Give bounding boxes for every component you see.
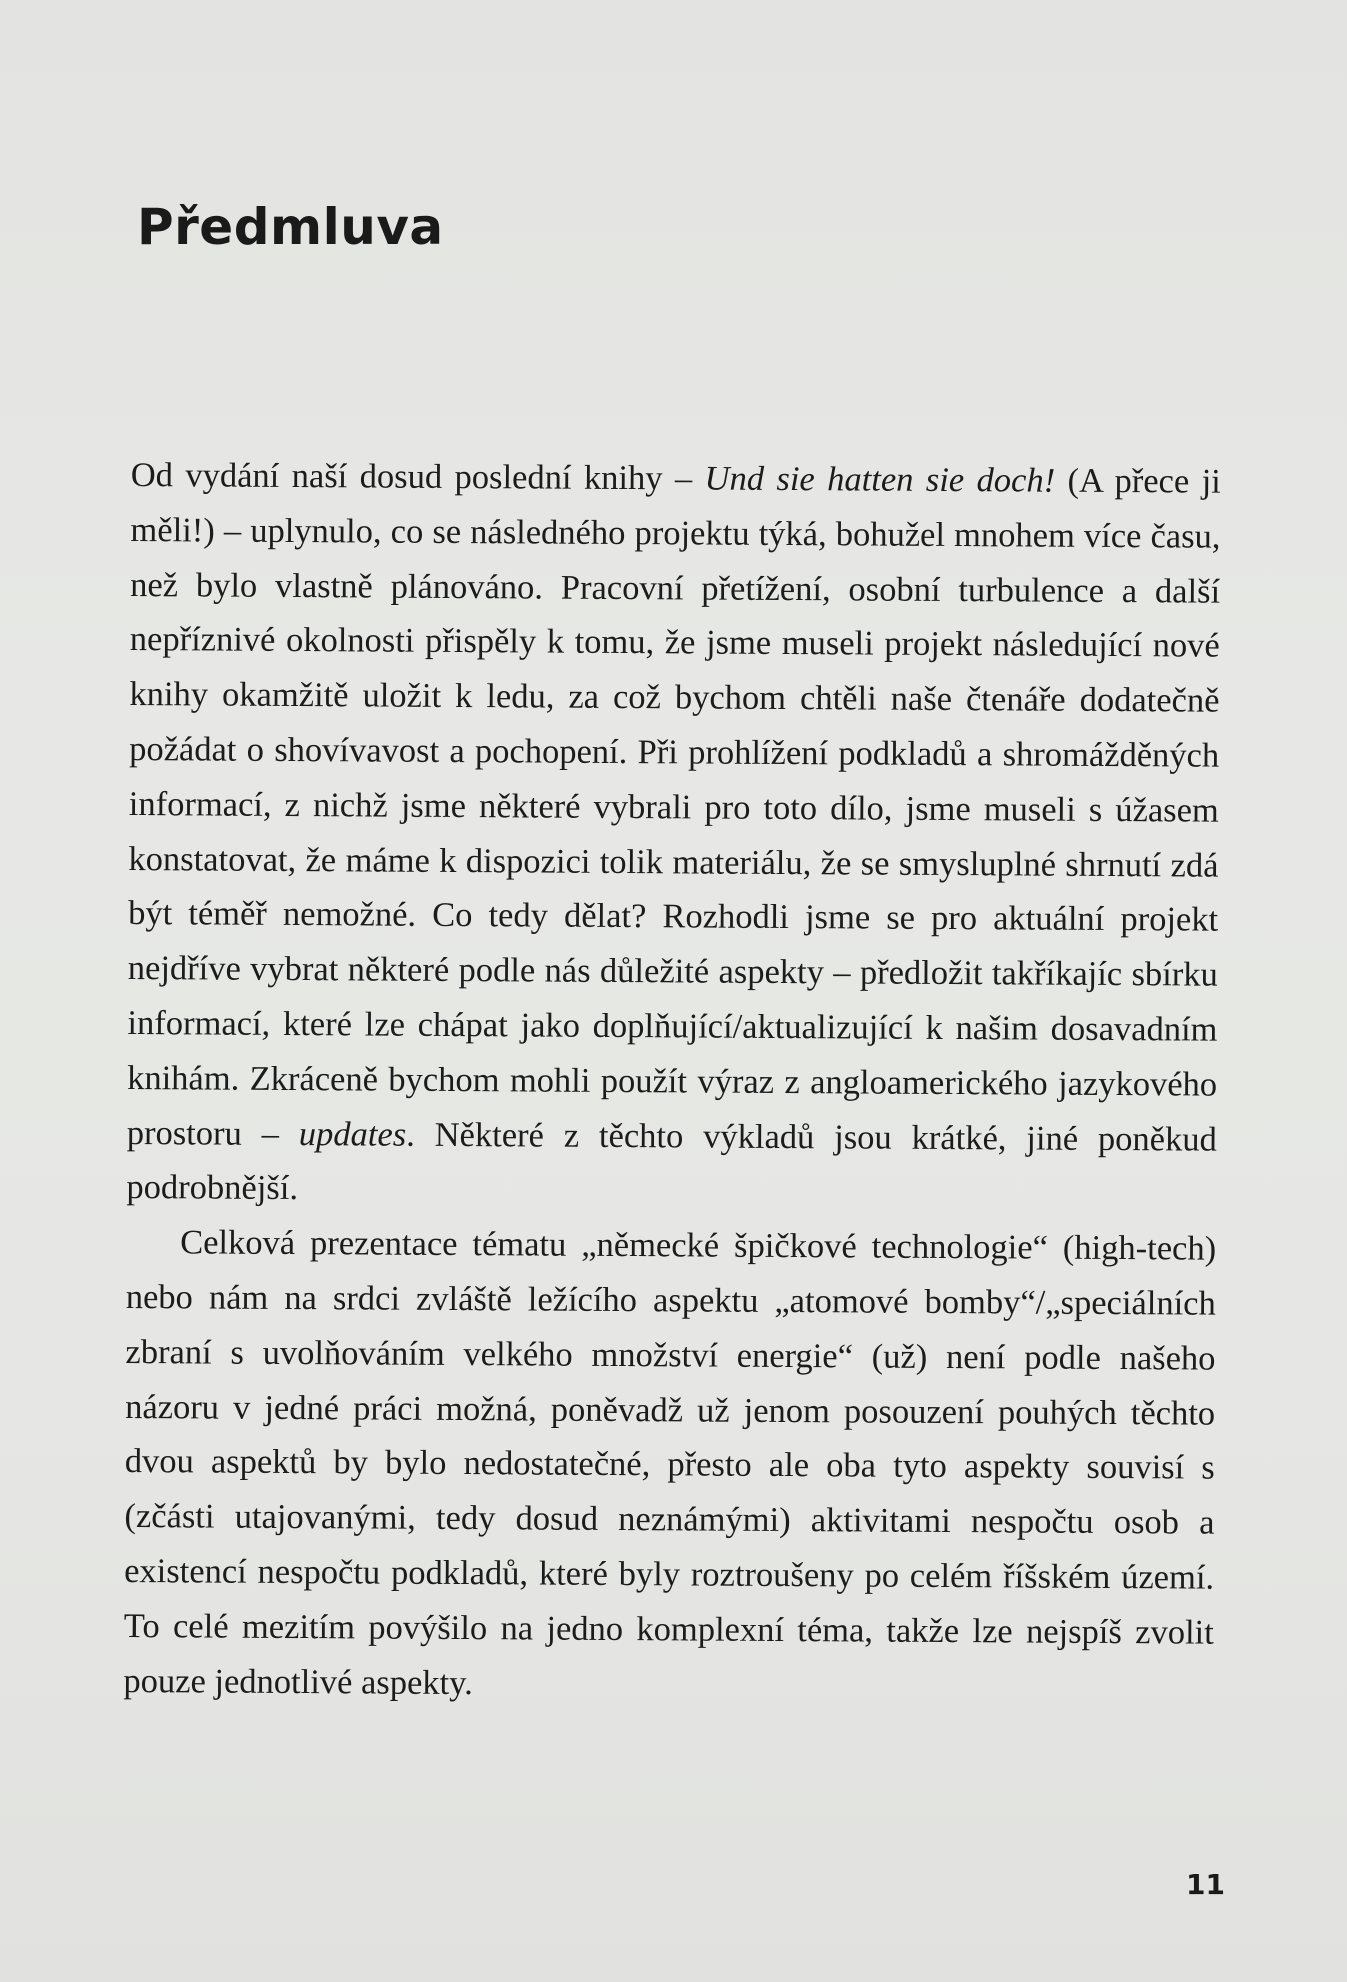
paragraph-1-closing: . Některé z těchto výkladů jsou krátké, jiné poněkud podrobnější. — [126, 1115, 1217, 1208]
paragraph-2: Celková prezentace tématu „německé špičkové technologie“ (high-tech) nebo nám na srdci zvláště ležícího aspektu „atomové bomby“/„speciálních zbraní s uvolňováním velkého množství energie“ (už) není podle našeho názoru v jedné práci možná, poněvadž už jenom posouzení pouhých těchto dvou aspektů by bylo nedostatečné, přesto ale oba tyto aspekty souvisí s (zčásti utajovanými, tedy dosud neznámými) aktivitami nespočtu osob a existencí nespočtu podkladů, které byly roztroušeny po celém říšském území. To celé mezitím povýšilo na jedno komplexní téma, takže lze nejspíš zvolit pouze jednotlivé aspekty. — [123, 1223, 1217, 1702]
paragraph-1 — [126, 448, 1221, 1222]
chapter-title: Předmluva — [137, 198, 444, 256]
paragraph-1-body: (A přece ji měli!) – uplynulo, co se následného projektu týká, bohužel mnohem více času, než bylo vlastně plánováno. Pracovní přetížení, osobní turbulence a další nepříznivé okolnosti přispěly k tomu, že jsme museli projekt následující nové knihy okamžitě uložit k ledu, za což bychom chtěli naše čtenáře dodatečně požádat o shovívavost a pochopení. Při prohlížení podkladů a shromážděných informací, z nichž jsme některé vybrali pro toto dílo, jsme museli s úžasem konstatovat, že máme k dispozici tolik materiálu, že se smysluplné shrnutí zdá být téměř nemožné. Co tedy dělat? Rozhodli jsme se pro aktuální projekt nejdříve vybrat některé podle nás důležité aspekty – předložit takříkajíc sbírku informací, které lze chápat jako doplňující/aktualizující k našim dosavadním knihám. Zkráceně bychom mohli použít výraz z angloamerického jazykového prostoru – — [126, 461, 1221, 1153]
book-title: Und sie hatten sie doch! — [704, 459, 1056, 500]
body-text — [123, 448, 1221, 1715]
page-number: 11 — [1186, 1868, 1225, 1901]
paragraph-1-lead: Od vydání naší dosud poslední knihy – — [130, 455, 705, 498]
updates-term: updates — [298, 1114, 407, 1154]
